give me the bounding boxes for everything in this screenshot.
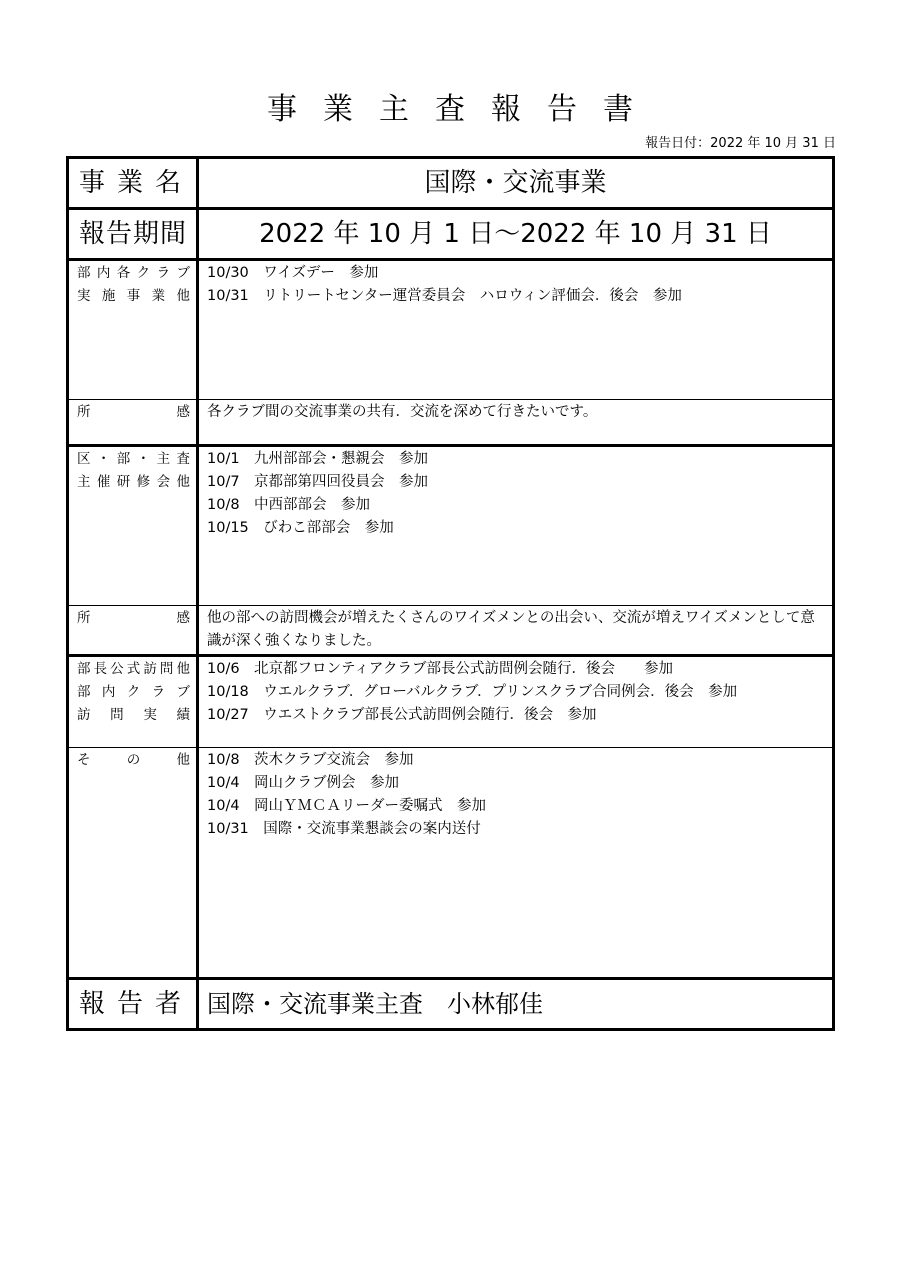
other-item: 10/8 茨木クラブ交流会 参加 — [207, 752, 414, 768]
row-district-events — [68, 446, 834, 606]
project-name-label: 事業名 — [79, 168, 194, 198]
row-reporter — [68, 979, 834, 1030]
impression-label: 所 感 — [77, 610, 190, 626]
label-line: 実 施 事 業 他 — [77, 288, 190, 304]
impression-text: 他の部への訪問機会が増えたくさんのワイズメンとの出会い、交流が増えワイズメンとして意識が深く強くなりました。 — [207, 610, 815, 649]
row-project-name — [68, 158, 834, 209]
district-events-label — [69, 447, 196, 494]
label-line: 部 長 公 式 訪 問 他 — [77, 661, 190, 677]
visit-item: 10/6 北京都フロンティアクラブ部長公式訪問例会随行．後会 参加 — [207, 661, 673, 677]
row-other — [68, 748, 834, 979]
visit-item: 10/27 ウエストクラブ部長公式訪問例会随行．後会 参加 — [207, 707, 597, 723]
period-value: 2022 年 10 月 1 日～2022 年 10 月 31 日 — [259, 219, 772, 249]
label-line: 部 内 ク ラ ブ — [77, 684, 190, 700]
visit-item: 10/18 ウエルクラブ．グローバルクラブ．プリンスクラブ合同例会．後会 参加 — [207, 684, 738, 700]
club-events-label — [69, 261, 196, 308]
row-visits — [68, 656, 834, 748]
reporter-label: 報告者 — [79, 989, 194, 1019]
other-item: 10/31 国際・交流事業懇談会の案内送付 — [207, 821, 481, 837]
project-name-value: 国際・交流事業 — [424, 168, 607, 198]
row-impression-2 — [68, 606, 834, 656]
label-line: 主 催 研 修 会 他 — [77, 474, 190, 490]
other-item: 10/4 岡山クラブ例会 参加 — [207, 775, 400, 791]
label-line: 訪 問 実 績 — [77, 707, 190, 723]
impression-label: 所 感 — [77, 404, 190, 420]
document-title: 事業主査報告書 — [267, 92, 659, 127]
report-date: 報告日付：2022 年 10 月 31 日 — [645, 136, 836, 151]
label-line: 区 ・ 部 ・ 主 査 — [77, 451, 190, 467]
label-line: 部 内 各 ク ラ ブ — [77, 265, 190, 281]
district-event-item: 10/15 びわこ部部会 参加 — [207, 520, 394, 536]
other-label: そ の 他 — [77, 752, 190, 768]
other-item: 10/4 岡山ＹＭＣＡリーダー委嘱式 参加 — [207, 798, 487, 814]
district-event-item: 10/7 京都部第四回役員会 参加 — [207, 474, 429, 490]
reporter-value: 国際・交流事業主査 小林郁佳 — [207, 990, 543, 1018]
district-event-item: 10/8 中西部部会 参加 — [207, 497, 371, 513]
row-club-events — [68, 260, 834, 400]
report-table — [66, 156, 835, 1031]
district-event-item: 10/1 九州部部会・懇親会 参加 — [207, 451, 429, 467]
club-event-item: 10/31 リトリートセンター運営委員会 ハロウィン評価会．後会 参加 — [207, 288, 682, 304]
row-impression-1 — [68, 400, 834, 446]
impression-text: 各クラブ間の交流事業の共有．交流を深めて行きたいです。 — [207, 404, 598, 420]
row-period — [68, 209, 834, 260]
visits-label — [69, 657, 196, 727]
club-event-item: 10/30 ワイズデー 参加 — [207, 265, 379, 281]
period-label: 報告期間 — [79, 219, 188, 249]
